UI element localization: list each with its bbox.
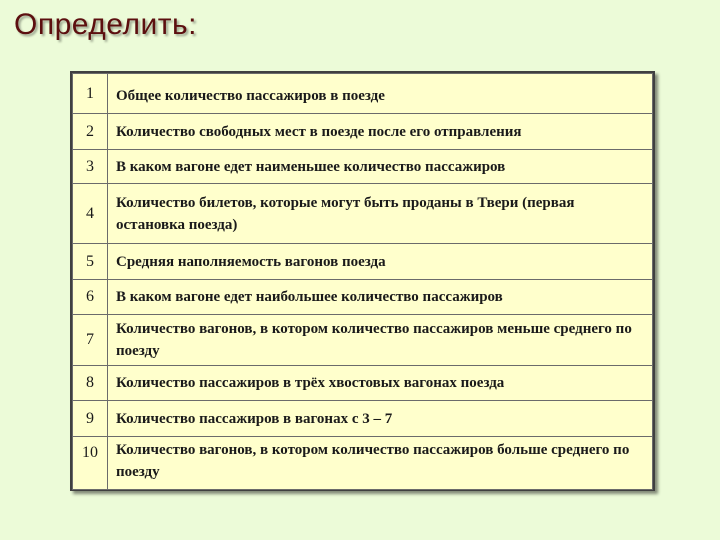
table-row [73, 280, 653, 315]
table-row [73, 114, 653, 150]
row-number: 3 [73, 150, 108, 184]
table-row [73, 150, 653, 184]
row-number: 10 [73, 437, 108, 490]
table-row [73, 437, 653, 490]
table-row [73, 244, 653, 280]
row-text: В каком вагоне едет наименьшее количество пассажиров [108, 150, 653, 184]
table-row [73, 401, 653, 437]
row-number: 4 [73, 184, 108, 244]
table-row [73, 184, 653, 244]
task-table [70, 71, 655, 491]
row-text: Количество вагонов, в котором количество пассажиров больше среднего по поезду [108, 437, 653, 490]
row-number: 5 [73, 244, 108, 280]
table-row [73, 366, 653, 401]
row-number: 2 [73, 114, 108, 150]
row-number: 1 [73, 74, 108, 114]
row-text: Количество свободных мест в поезде после его отправления [108, 114, 653, 150]
row-text: Общее количество пассажиров в поезде [108, 74, 653, 114]
row-text: В каком вагоне едет наибольшее количество пассажиров [108, 280, 653, 315]
row-text: Количество вагонов, в котором количество пассажиров меньше среднего по поезду [108, 315, 653, 366]
row-text: Количество пассажиров в трёх хвостовых вагонах поезда [108, 366, 653, 401]
table-row [73, 315, 653, 366]
row-text: Количество пассажиров в вагонах с 3 – 7 [108, 401, 653, 437]
table-row [73, 74, 653, 114]
page-title: Определить: [14, 8, 197, 41]
row-text: Средняя наполняемость вагонов поезда [108, 244, 653, 280]
task-table-grid [72, 73, 653, 490]
row-number: 9 [73, 401, 108, 437]
row-text: Количество билетов, которые могут быть проданы в Твери (первая остановка поезда) [108, 184, 653, 244]
row-number: 8 [73, 366, 108, 401]
row-number: 7 [73, 315, 108, 366]
row-number: 6 [73, 280, 108, 315]
